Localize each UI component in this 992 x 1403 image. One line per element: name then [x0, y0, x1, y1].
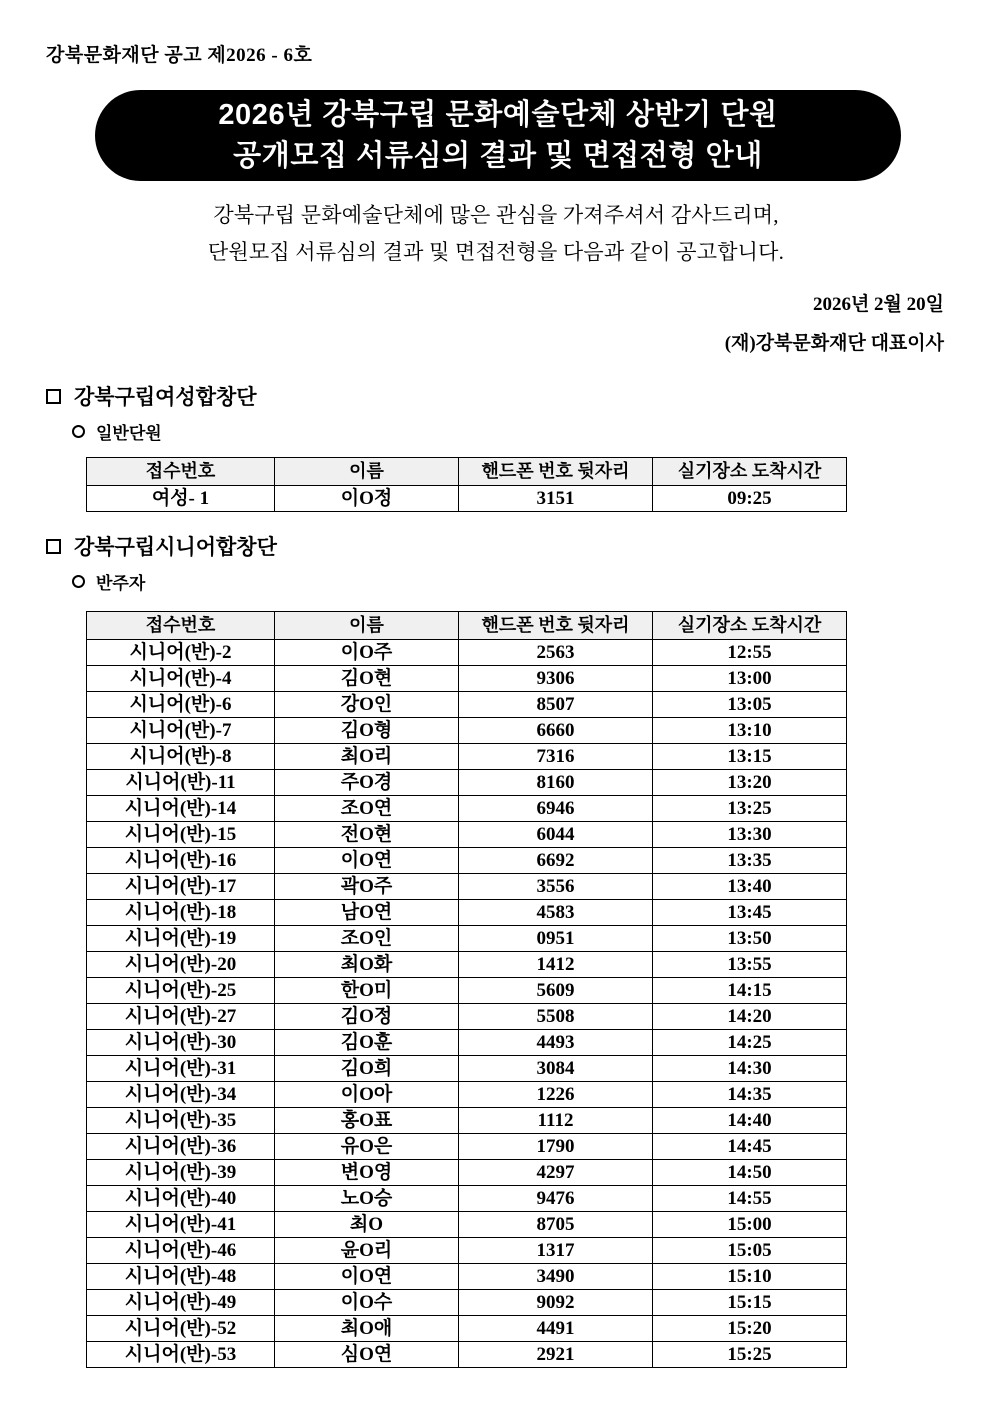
cell-phone-last4: 1112	[459, 1108, 653, 1134]
cell-phone-last4: 0951	[459, 926, 653, 952]
cell-phone-last4: 5508	[459, 1004, 653, 1030]
cell-phone-last4: 3490	[459, 1264, 653, 1290]
cell-arrival-time: 15:20	[653, 1316, 847, 1342]
cell-phone-last4: 5609	[459, 978, 653, 1004]
cell-arrival-time: 14:55	[653, 1186, 847, 1212]
cell-receipt-no: 시니어(반)-34	[87, 1082, 275, 1108]
cell-arrival-time: 13:15	[653, 744, 847, 770]
cell-receipt-no: 시니어(반)-25	[87, 978, 275, 1004]
cell-arrival-time: 09:25	[653, 486, 847, 512]
cell-receipt-no: 시니어(반)-30	[87, 1030, 275, 1056]
cell-name: 김O희	[275, 1056, 459, 1082]
cell-arrival-time: 14:45	[653, 1134, 847, 1160]
cell-name: 조O연	[275, 796, 459, 822]
cell-receipt-no: 시니어(반)-27	[87, 1004, 275, 1030]
cell-arrival-time: 14:30	[653, 1056, 847, 1082]
table-row	[87, 1264, 847, 1290]
cell-name: 이O수	[275, 1290, 459, 1316]
table-row	[87, 770, 847, 796]
table-row	[87, 1290, 847, 1316]
cell-name: 최O리	[275, 744, 459, 770]
table-header-row	[87, 458, 847, 486]
column-header-receipt-no: 접수번호	[87, 458, 275, 486]
table-row	[87, 796, 847, 822]
cell-receipt-no: 시니어(반)-7	[87, 718, 275, 744]
title-banner	[95, 90, 901, 181]
cell-arrival-time: 14:20	[653, 1004, 847, 1030]
cell-phone-last4: 6044	[459, 822, 653, 848]
section-heading-label: 강북구립시니어합창단	[74, 536, 277, 559]
cell-phone-last4: 4297	[459, 1160, 653, 1186]
cell-receipt-no: 시니어(반)-52	[87, 1316, 275, 1342]
cell-phone-last4: 1226	[459, 1082, 653, 1108]
cell-phone-last4: 2921	[459, 1342, 653, 1368]
cell-name: 홍O표	[275, 1108, 459, 1134]
cell-name: 변O영	[275, 1160, 459, 1186]
cell-receipt-no: 시니어(반)-35	[87, 1108, 275, 1134]
cell-receipt-no: 시니어(반)-40	[87, 1186, 275, 1212]
table-row	[87, 1134, 847, 1160]
cell-name: 유O은	[275, 1134, 459, 1160]
cell-phone-last4: 3084	[459, 1056, 653, 1082]
circle-marker-icon	[72, 425, 85, 438]
cell-arrival-time: 14:50	[653, 1160, 847, 1186]
table-row	[87, 1082, 847, 1108]
cell-receipt-no: 시니어(반)-20	[87, 952, 275, 978]
cell-arrival-time: 13:30	[653, 822, 847, 848]
cell-receipt-no: 시니어(반)-8	[87, 744, 275, 770]
table-row	[87, 822, 847, 848]
cell-arrival-time: 13:25	[653, 796, 847, 822]
table-row	[87, 1316, 847, 1342]
table-row	[87, 744, 847, 770]
issuer-name: (재)강북문화재단 대표이사	[724, 333, 944, 355]
table-row	[87, 1238, 847, 1264]
cell-name: 남O연	[275, 900, 459, 926]
cell-phone-last4: 9092	[459, 1290, 653, 1316]
cell-receipt-no: 시니어(반)-39	[87, 1160, 275, 1186]
table-row	[87, 1108, 847, 1134]
cell-phone-last4: 9476	[459, 1186, 653, 1212]
cell-name: 강O인	[275, 692, 459, 718]
table-row	[87, 1186, 847, 1212]
cell-name: 주O경	[275, 770, 459, 796]
cell-receipt-no: 시니어(반)-53	[87, 1342, 275, 1368]
notice-date: 2026년 2월 20일	[812, 294, 944, 315]
intro-paragraph	[0, 197, 992, 272]
cell-name: 최O애	[275, 1316, 459, 1342]
cell-receipt-no: 시니어(반)-46	[87, 1238, 275, 1264]
column-header-phone-last4: 핸드폰 번호 뒷자리	[459, 458, 653, 486]
table-row	[87, 1212, 847, 1238]
cell-arrival-time: 14:40	[653, 1108, 847, 1134]
signature-block	[725, 290, 944, 359]
cell-name: 이O연	[275, 848, 459, 874]
table-row	[87, 926, 847, 952]
subsection-heading-general-member	[72, 419, 162, 444]
cell-name: 노O승	[275, 1186, 459, 1212]
cell-phone-last4: 3556	[459, 874, 653, 900]
cell-phone-last4: 1790	[459, 1134, 653, 1160]
section-heading-label: 강북구립여성합창단	[74, 386, 257, 409]
cell-phone-last4: 2563	[459, 640, 653, 666]
title-line-1: 2026년 강북구립 문화예술단체 상반기 단원	[218, 99, 778, 132]
cell-receipt-no: 시니어(반)-36	[87, 1134, 275, 1160]
column-header-arrival-time: 실기장소 도착시간	[653, 458, 847, 486]
column-header-receipt-no: 접수번호	[87, 612, 275, 640]
cell-arrival-time: 14:35	[653, 1082, 847, 1108]
cell-arrival-time: 13:10	[653, 718, 847, 744]
column-header-name: 이름	[275, 612, 459, 640]
cell-phone-last4: 4491	[459, 1316, 653, 1342]
table-women-choir	[86, 457, 847, 512]
cell-name: 이O아	[275, 1082, 459, 1108]
column-header-arrival-time: 실기장소 도착시간	[653, 612, 847, 640]
table-row	[87, 692, 847, 718]
cell-phone-last4: 4583	[459, 900, 653, 926]
table-row	[87, 666, 847, 692]
section-heading-senior-choir	[46, 531, 277, 561]
cell-receipt-no: 시니어(반)-4	[87, 666, 275, 692]
table-senior-choir	[86, 611, 847, 1368]
cell-receipt-no: 시니어(반)-11	[87, 770, 275, 796]
cell-arrival-time: 15:15	[653, 1290, 847, 1316]
cell-name: 한O미	[275, 978, 459, 1004]
cell-receipt-no: 시니어(반)-14	[87, 796, 275, 822]
cell-name: 이O주	[275, 640, 459, 666]
cell-receipt-no: 시니어(반)-6	[87, 692, 275, 718]
section-heading-women-choir	[46, 381, 257, 411]
cell-arrival-time: 13:20	[653, 770, 847, 796]
title-line-2: 공개모집 서류심의 결과 및 면접전형 안내	[233, 139, 763, 172]
cell-name: 김O형	[275, 718, 459, 744]
square-marker-icon	[46, 389, 61, 404]
cell-phone-last4: 8160	[459, 770, 653, 796]
cell-name: 전O현	[275, 822, 459, 848]
intro-line-2: 단원모집 서류심의 결과 및 면접전형을 다음과 같이 공고합니다.	[207, 240, 785, 265]
cell-arrival-time: 14:15	[653, 978, 847, 1004]
table-row	[87, 1342, 847, 1368]
cell-arrival-time: 12:55	[653, 640, 847, 666]
cell-receipt-no: 시니어(반)-31	[87, 1056, 275, 1082]
table-row	[87, 1160, 847, 1186]
cell-phone-last4: 1412	[459, 952, 653, 978]
column-header-name: 이름	[275, 458, 459, 486]
column-header-phone-last4: 핸드폰 번호 뒷자리	[459, 612, 653, 640]
cell-phone-last4: 6660	[459, 718, 653, 744]
table-row	[87, 1030, 847, 1056]
table-row	[87, 900, 847, 926]
cell-receipt-no: 여성- 1	[87, 486, 275, 512]
cell-name: 김O훈	[275, 1030, 459, 1056]
table-row	[87, 1056, 847, 1082]
cell-arrival-time: 15:05	[653, 1238, 847, 1264]
cell-phone-last4: 9306	[459, 666, 653, 692]
table-header-row	[87, 612, 847, 640]
cell-arrival-time: 13:40	[653, 874, 847, 900]
cell-name: 이O연	[275, 1264, 459, 1290]
cell-name: 심O연	[275, 1342, 459, 1368]
cell-phone-last4: 3151	[459, 486, 653, 512]
cell-receipt-no: 시니어(반)-19	[87, 926, 275, 952]
subsection-heading-accompanist	[72, 569, 145, 594]
cell-arrival-time: 13:05	[653, 692, 847, 718]
cell-name: 최O	[275, 1212, 459, 1238]
table-row	[87, 640, 847, 666]
cell-phone-last4: 7316	[459, 744, 653, 770]
cell-phone-last4: 6946	[459, 796, 653, 822]
table-row	[87, 486, 847, 512]
cell-name: 조O인	[275, 926, 459, 952]
cell-name: 김O현	[275, 666, 459, 692]
cell-arrival-time: 13:35	[653, 848, 847, 874]
cell-arrival-time: 14:25	[653, 1030, 847, 1056]
table-row	[87, 848, 847, 874]
cell-receipt-no: 시니어(반)-17	[87, 874, 275, 900]
subsection-heading-label: 반주자	[96, 574, 146, 593]
square-marker-icon	[46, 539, 61, 554]
cell-phone-last4: 8507	[459, 692, 653, 718]
cell-phone-last4: 6692	[459, 848, 653, 874]
cell-receipt-no: 시니어(반)-48	[87, 1264, 275, 1290]
cell-receipt-no: 시니어(반)-2	[87, 640, 275, 666]
cell-name: 곽O주	[275, 874, 459, 900]
cell-arrival-time: 13:45	[653, 900, 847, 926]
cell-arrival-time: 15:10	[653, 1264, 847, 1290]
table-row	[87, 718, 847, 744]
cell-receipt-no: 시니어(반)-41	[87, 1212, 275, 1238]
cell-phone-last4: 8705	[459, 1212, 653, 1238]
cell-arrival-time: 15:00	[653, 1212, 847, 1238]
cell-name: 최O화	[275, 952, 459, 978]
cell-phone-last4: 4493	[459, 1030, 653, 1056]
cell-receipt-no: 시니어(반)-15	[87, 822, 275, 848]
table-row	[87, 874, 847, 900]
cell-name: 윤O리	[275, 1238, 459, 1264]
cell-arrival-time: 13:00	[653, 666, 847, 692]
table-row	[87, 952, 847, 978]
cell-receipt-no: 시니어(반)-18	[87, 900, 275, 926]
table-row	[87, 1004, 847, 1030]
cell-arrival-time: 13:50	[653, 926, 847, 952]
table-row	[87, 978, 847, 1004]
cell-arrival-time: 15:25	[653, 1342, 847, 1368]
cell-receipt-no: 시니어(반)-16	[87, 848, 275, 874]
cell-receipt-no: 시니어(반)-49	[87, 1290, 275, 1316]
cell-name: 김O정	[275, 1004, 459, 1030]
subsection-heading-label: 일반단원	[96, 424, 162, 443]
intro-line-1: 강북구립 문화예술단체에 많은 관심을 가져주셔서 감사드리며,	[213, 203, 779, 227]
cell-phone-last4: 1317	[459, 1238, 653, 1264]
cell-arrival-time: 13:55	[653, 952, 847, 978]
circle-marker-icon	[72, 575, 85, 588]
cell-name: 이O정	[275, 486, 459, 512]
notice-number: 강북문화재단 공고 제2026 - 6호	[46, 45, 313, 66]
